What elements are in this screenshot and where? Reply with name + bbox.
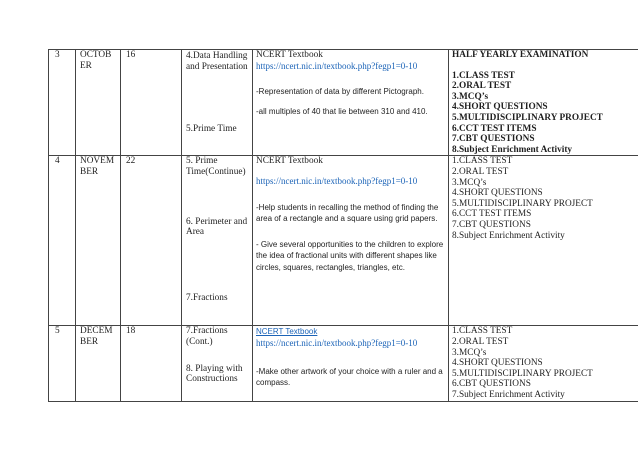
list-item: 4.SHORT QUESTIONS [452, 358, 543, 369]
list-item: 1.CLASS TEST [452, 70, 515, 81]
list-item: 1.CLASS TEST [452, 326, 513, 337]
resource-cell [253, 326, 449, 401]
table-row [49, 50, 638, 156]
periods-cell: 22 [121, 156, 182, 326]
row-number: 3 [49, 50, 76, 156]
lesson-plan-table [48, 49, 638, 402]
assessment-title: HALF YEARLY EXAMINATION [452, 50, 589, 60]
list-item: 1.CLASS TEST [452, 156, 513, 167]
resource-title: NCERT Textbook [256, 50, 323, 60]
activity-note: -Make other artwork of your choice with a ruler and a compass. [256, 366, 443, 387]
list-item: 3.MCQ’s [452, 91, 489, 102]
chapter-cell [182, 156, 253, 326]
month-cell: NOVEM BER [76, 156, 121, 326]
month-cell: OCTOB ER [76, 50, 121, 156]
list-item: 2.ORAL TEST [452, 166, 509, 177]
chapter-name: 8. Playing with Constructions [186, 363, 245, 385]
list-item: 5.MULTIDISCIPLINARY PROJECT [452, 198, 593, 209]
list-item: 3.MCQ’s [452, 177, 487, 188]
list-item: 5.MULTIDISCIPLINARY PROJECT [452, 112, 603, 123]
chapter-cell [182, 326, 253, 401]
row-number: 4 [49, 156, 76, 326]
table-row [49, 326, 638, 401]
row-number: 5 [49, 326, 76, 401]
periods-cell: 18 [121, 326, 182, 401]
list-item: 2.ORAL TEST [452, 336, 509, 347]
resource-link[interactable]: https://ncert.nic.in/textbook.php?fegp1=0-10 [256, 175, 418, 186]
chapter-cell [182, 50, 253, 156]
chapter-name: 5. Prime Time(Continue) [186, 156, 246, 177]
list-item: 7.CBT QUESTIONS [452, 134, 535, 145]
activity-note: -Representation of data by different Pictograph. [256, 87, 424, 97]
list-item: 8.Subject Enrichment Activity [452, 230, 565, 241]
list-item: 4.SHORT QUESTIONS [452, 188, 543, 199]
activity-note: -Help students in recalling the method of finding the area of a rectangle and a square using grid papers. [256, 202, 439, 223]
activity-note: - Give several opportunities to the children to explore the idea of fractional units with different shapes like circles, squares, rectangles, triangles, etc. [256, 240, 444, 272]
assessment-cell [449, 50, 638, 156]
list-item: 6.CCT TEST ITEMS [452, 123, 537, 134]
list-item: 6.CBT QUESTIONS [452, 379, 531, 390]
list-item: 5.MULTIDISCIPLINARY PROJECT [452, 368, 593, 379]
list-item: 8.Subject Enrichment Activity [452, 144, 573, 155]
chapter-name: 4.Data Handling and Presentation [186, 51, 250, 72]
chapter-name: 6. Perimeter and Area [186, 216, 249, 238]
assessment-cell [449, 156, 638, 326]
activity-note: -all multiples of 40 that lie between 310 and 410. [256, 107, 428, 117]
chapter-name: 7.Fractions (Cont.) [186, 326, 230, 347]
month-cell: DECEM BER [76, 326, 121, 401]
resource-title: NCERT Textbook [256, 156, 323, 167]
table-row [49, 156, 638, 326]
list-item: 4.SHORT QUESTIONS [452, 102, 548, 113]
list-item: 7.CBT QUESTIONS [452, 219, 531, 230]
resource-cell [253, 50, 449, 156]
list-item: 2.ORAL TEST [452, 81, 512, 92]
chapter-name: 5.Prime Time [186, 124, 237, 135]
resource-link[interactable]: https://ncert.nic.in/textbook.php?fegp1=0-10 [256, 337, 418, 348]
resource-cell [253, 156, 449, 326]
chapter-name: 7.Fractions [186, 292, 228, 303]
assessment-cell [449, 326, 638, 401]
resource-title[interactable]: NCERT Textbook [256, 327, 318, 337]
resource-link[interactable]: https://ncert.nic.in/textbook.php?fegp1=0-10 [256, 60, 418, 71]
list-item: 3.MCQ’s [452, 347, 487, 358]
list-item: 7.Subject Enrichment Activity [452, 389, 565, 400]
list-item: 6.CCT TEST ITEMS [452, 209, 532, 220]
periods-cell: 16 [121, 50, 182, 156]
